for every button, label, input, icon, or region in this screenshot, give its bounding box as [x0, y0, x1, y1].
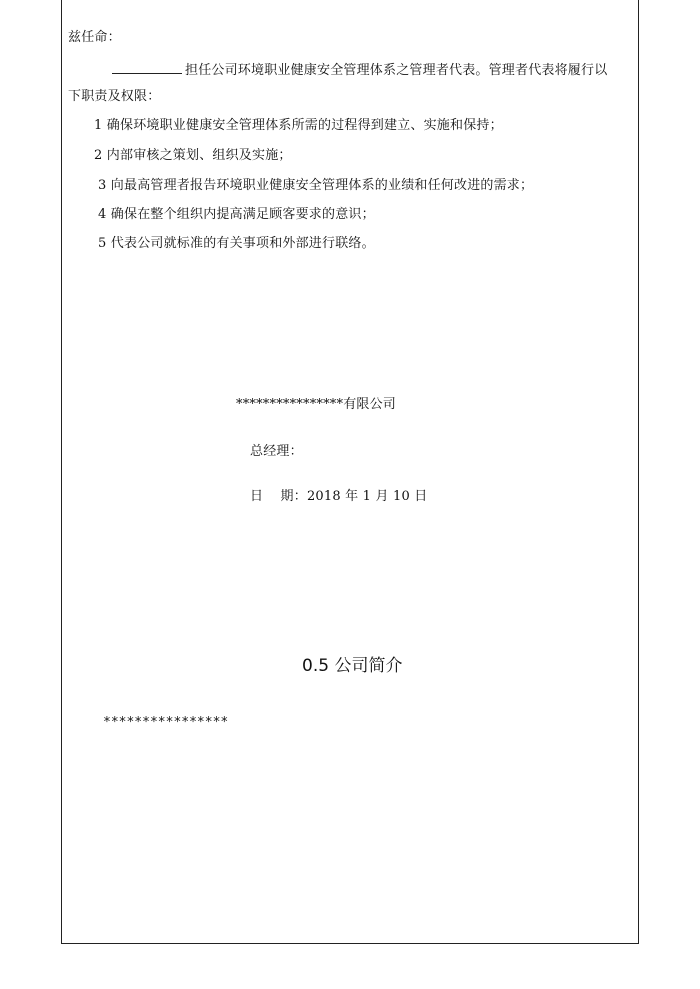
duty-item-3: 3 向最高管理者报告环境职业健康安全管理体系的业绩和任何改进的需求； — [98, 178, 534, 193]
duty-item-2: 2 内部审核之策划、组织及实施； — [94, 148, 292, 163]
section-body: **************** — [103, 715, 229, 730]
appointment-text-continued: 下职责及权限： — [68, 89, 161, 104]
appointee-blank — [112, 60, 182, 74]
company-name: ****************有限公司 — [236, 397, 396, 412]
appointment-line — [112, 60, 607, 79]
duty-item-4: 4 确保在整个组织内提高满足顾客要求的意识； — [98, 207, 375, 222]
date-line — [250, 489, 428, 505]
duty-item-1: 1 确保环境职业健康安全管理体系所需的过程得到建立、实施和保持； — [94, 118, 503, 133]
salutation: 兹任命： — [68, 30, 121, 45]
duty-item-5: 5 代表公司就标准的有关事项和外部进行联络。 — [98, 236, 375, 251]
general-manager-label: 总经理： — [250, 444, 303, 459]
appointment-text: 担任公司环境职业健康安全管理体系之管理者代表。管理者代表将履行以 — [185, 63, 608, 78]
document-frame — [61, 0, 639, 944]
date-value: 2018 年 1 月 10 日 — [306, 489, 428, 504]
date-label: 日 期： — [250, 489, 307, 504]
section-heading: 0.5 公司简介 — [302, 656, 403, 676]
